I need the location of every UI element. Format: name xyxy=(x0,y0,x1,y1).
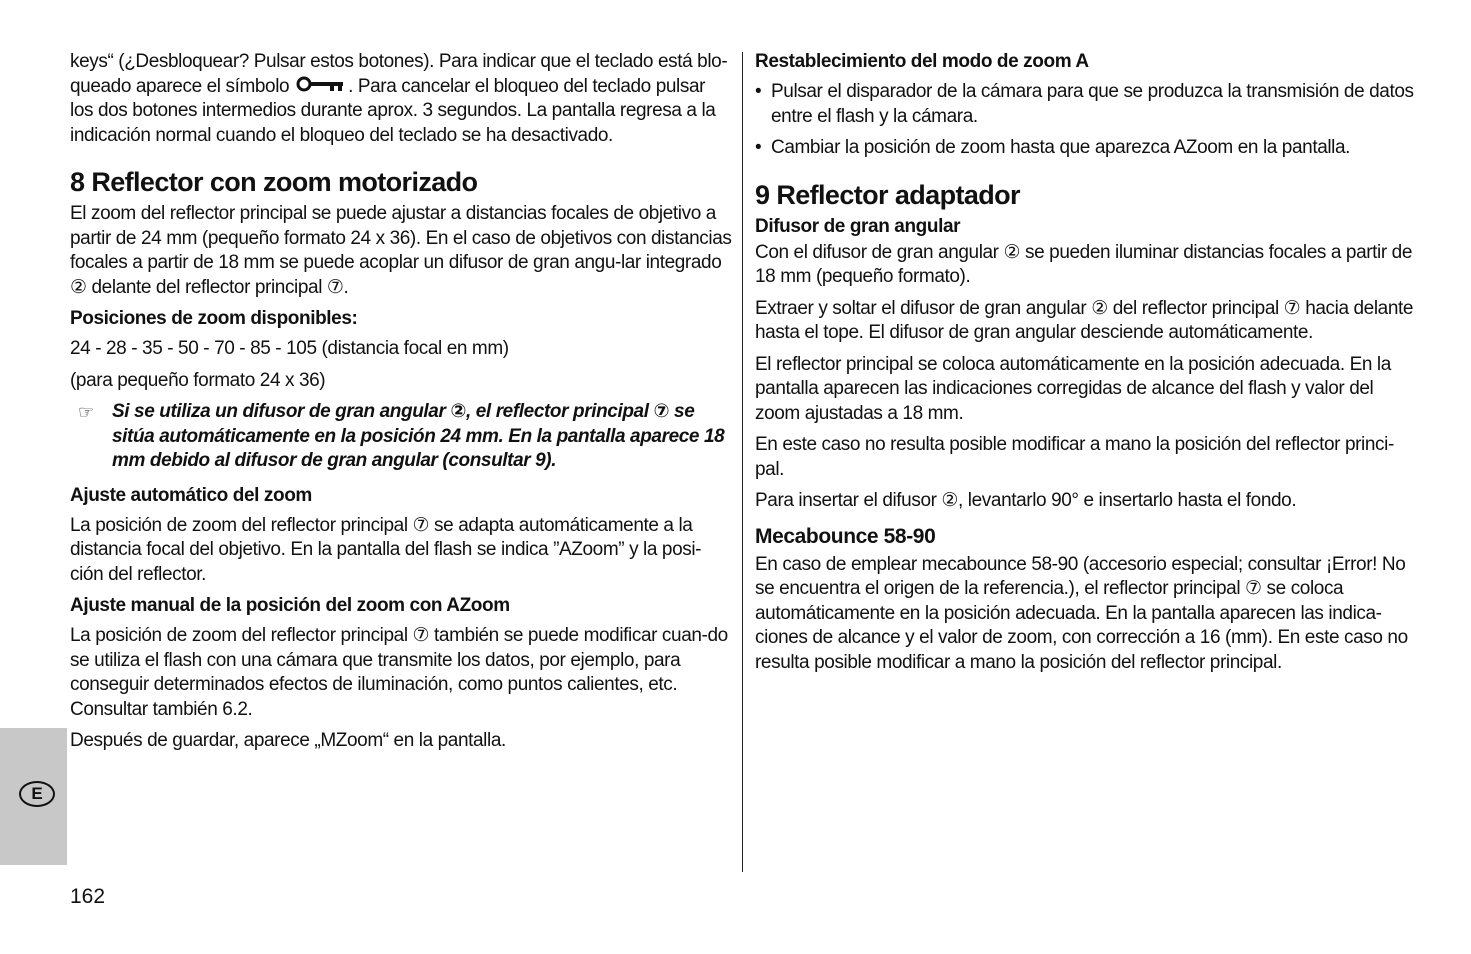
wide-angle-paragraph: Extraer y soltar el difusor de gran angular ② del reflector principal ⑦ hacia delante hasta el tope. El difusor de gran angular desciende automáticamente. xyxy=(755,297,1414,343)
zoom-positions-heading: Posiciones de zoom disponibles: xyxy=(70,308,358,329)
intro-text-b: . Para cancelar el bloqueo del teclado pulsar los dos botones intermedios durante aprox. 3 segundos. La pantalla regresa a la indicación normal cuando el bloqueo del teclado se ha desactivado. xyxy=(70,75,716,146)
key-icon xyxy=(296,76,346,92)
bullet-mark: • xyxy=(755,81,762,102)
list-item-text: Cambiar la posición de zoom hasta que aparezca AZoom en la pantalla. xyxy=(771,137,1351,158)
section-8-heading: 8 Reflector con zoom motorizado xyxy=(70,167,478,197)
intro-text-a: keys“ (¿Desbloquear? Pulsar estos botones). Para indicar que el teclado está blo-queado aparece el símbolo xyxy=(70,51,728,97)
list-item xyxy=(755,136,1415,161)
zoom-reset-heading: Restablecimiento del modo de zoom A xyxy=(755,51,1089,72)
wide-angle-paragraph: El reflector principal se coloca automáticamente en la posición adecuada. En la pantalla aparecen las indicaciones corregidas de alcance del flash y valor del zoom ajustadas a 18 mm. xyxy=(755,353,1391,424)
mecabounce-body: En caso de emplear mecabounce 58-90 (accesorio especial; consultar ¡Error! No se encuentra el origen de la referencia.), el reflector principal ⑦ se coloca automáticamente en la posición adecuada. En la pantalla aparecen las indica-ciones de alcance y el valor de zoom, con corrección a 16 (mm). En este caso no resulta posible modificar a mano la posición del reflector principal. xyxy=(755,553,1408,673)
list-item-text: Pulsar el disparador de la cámara para que se produzca la transmisión de datos entre el flash y la cámara. xyxy=(771,81,1414,127)
intro-paragraph xyxy=(70,50,732,148)
language-tab xyxy=(0,728,67,865)
manual-zoom-body: La posición de zoom del reflector principal ⑦ también se puede modificar cuan-do se utiliza el flash con una cámara que transmite los datos, por ejemplo, para conseguir determinados efectos de iluminación, como puntos calientes, etc. Consultar también 6.2. xyxy=(70,625,728,720)
bullet-mark: • xyxy=(755,137,762,158)
column-divider xyxy=(742,52,743,872)
wide-angle-paragraph: Para insertar el difusor ②, levantarlo 90° e insertarlo hasta el fondo. xyxy=(755,490,1297,511)
manual-zoom-heading: Ajuste manual de la posición del zoom con AZoom xyxy=(70,595,510,616)
zoom-positions-format: (para pequeño formato 24 x 36) xyxy=(70,369,326,391)
zoom-positions-values: 24 - 28 - 35 - 50 - 70 - 85 - 105 (distancia focal en mm) xyxy=(70,338,509,359)
wide-angle-paragraph: En este caso no resulta posible modificar a mano la posición del reflector princi-pal. xyxy=(755,434,1394,480)
wide-angle-heading: Difusor de gran angular xyxy=(755,215,961,237)
note-text: Si se utiliza un difusor de gran angular ②, el reflector principal ⑦ se sitúa automáticamente en la posición 24 mm. En la pantalla aparece 18 mm debido al difusor de gran angular (consultar 9). xyxy=(112,401,725,471)
mecabounce-heading: Mecabounce 58-90 xyxy=(755,524,936,548)
wide-angle-paragraph: Con el difusor de gran angular ② se pueden iluminar distancias focales a partir de 18 mm (pequeño formato). xyxy=(755,241,1413,287)
section-9-heading: 9 Reflector adaptador xyxy=(755,179,1020,210)
right-column xyxy=(755,50,1415,682)
manual-zoom-after-save: Después de guardar, aparece „MZoom“ en la pantalla. xyxy=(70,730,506,751)
language-tab-label: E xyxy=(19,781,55,807)
note-block xyxy=(70,400,732,474)
auto-zoom-body: La posición de zoom del reflector principal ⑦ se adapta automáticamente a la distancia focal del objetivo. En la pantalla del flash se indica ”AZoom” y la posi-ción del reflector. xyxy=(70,514,702,585)
auto-zoom-heading: Ajuste automático del zoom xyxy=(70,484,312,506)
pointing-hand-icon: ☞ xyxy=(78,402,94,422)
left-column xyxy=(70,50,732,761)
section-8-body: El zoom del reflector principal se puede ajustar a distancias focales de objetivo a partir de 24 mm (pequeño formato 24 x 36). En el caso de objetivos con distancias focales a partir de 18 mm se puede acoplar un difusor de gran angu-lar integrado ② delante del reflector principal ⑦. xyxy=(70,203,732,298)
list-item xyxy=(755,80,1415,129)
page-number: 162 xyxy=(70,885,106,908)
